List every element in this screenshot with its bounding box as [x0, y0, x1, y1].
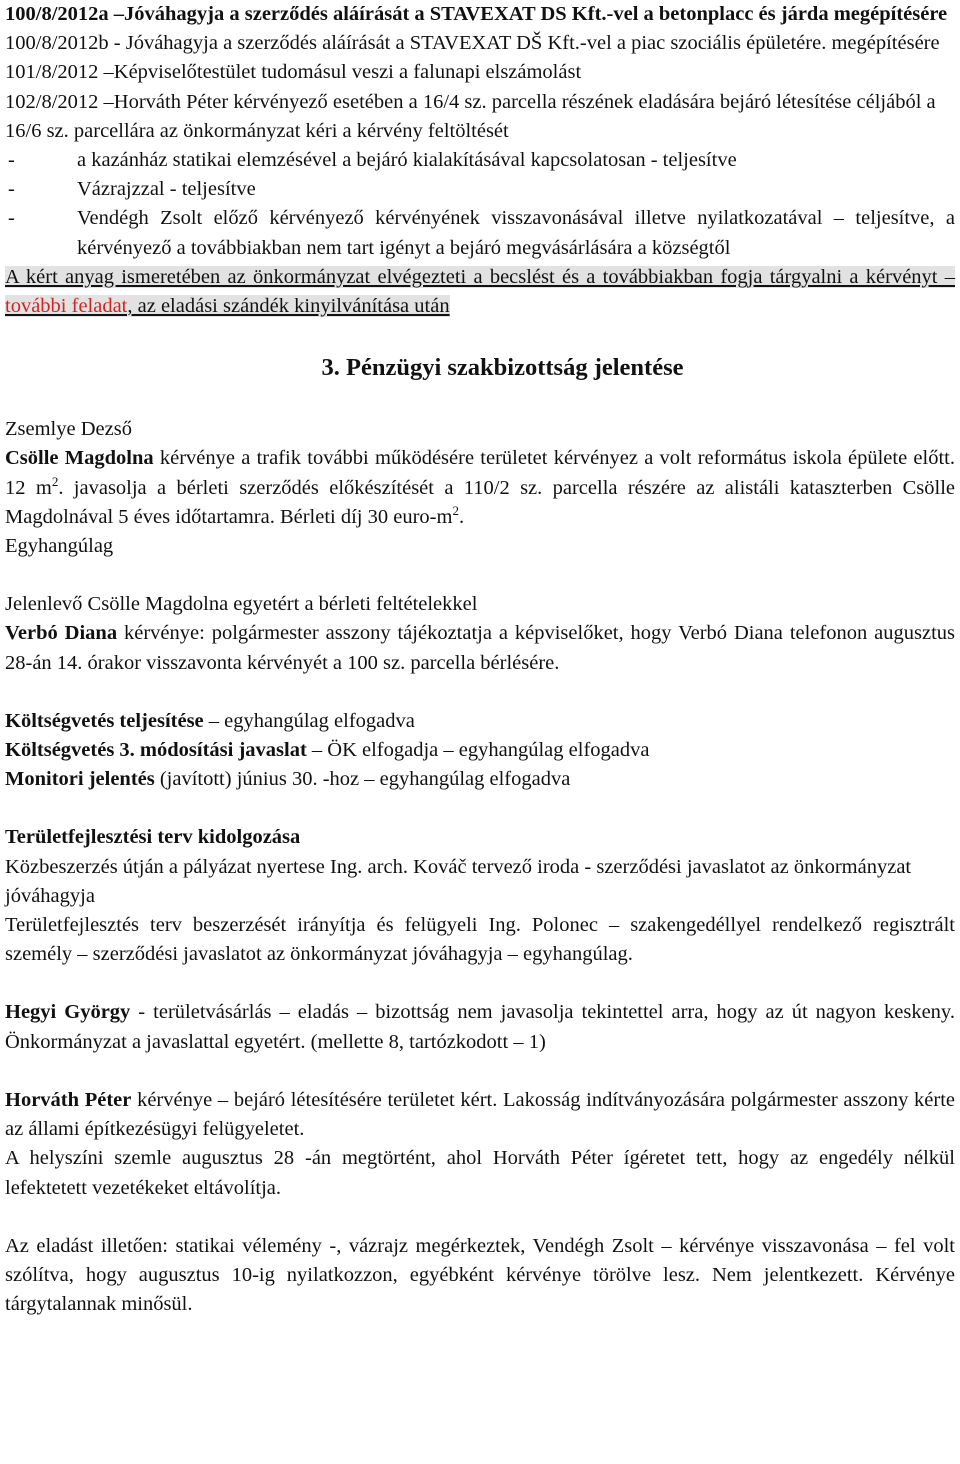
budget-item-title: Költségvetés 3. módosítási javaslat [5, 739, 307, 762]
request-verbo [5, 619, 955, 677]
resolution-100b: 100/8/2012b - Jóváhagyja a szerződés aláírását a STAVEXAT DŠ Kft.-vel a piac szociális épületére. megépítésére [5, 32, 940, 55]
resolution-101: 101/8/2012 –Képviselőtestület tudomásul veszi a falunapi elszámolást [5, 61, 582, 84]
request-text: - területvásárlás – eladás – bizottság nem javasolja tekintettel arra, hogy az út nagyon keskeny. Önkormányzat a javaslattal egyetért. (mellette 8, tartózkodott – 1) [5, 1001, 955, 1053]
agreement-line: Jelenlevő Csölle Magdolna egyetért a bérleti feltételekkel [5, 593, 478, 616]
applicant-name: Csölle Magdolna [5, 447, 154, 470]
condition-text: Vázrajzzal - teljesítve [77, 178, 256, 201]
applicant-name: Verbó Diana [5, 622, 118, 645]
plan-title: Területfejlesztési terv kidolgozása [5, 826, 301, 849]
plan-paragraph: Területfejlesztés terv beszerzését irányítja és felügyeli Ing. Polonec – szakengedéllyel rendelkező regisztrált személy – szerződési javaslatot az önkormányzat jóváhagyja – egyhangúlag. [5, 914, 955, 966]
budget-item [5, 765, 955, 794]
condition-text: a kazánház statikai elemzésével a bejáró kialakításával kapcsolatosan - teljesítve [77, 149, 737, 172]
applicant-name: Hegyi György [5, 1001, 131, 1024]
budget-item-text: – egyhangúlag elfogadva [203, 709, 415, 732]
decision-highlight-red: további feladat [5, 295, 128, 318]
condition-item [5, 204, 955, 262]
decision-text-b: , az eladási szándék kinyilvánítása után [127, 295, 450, 318]
budget-item-text: (javított) június 30. -hoz – egyhangúlag elfogadva [154, 768, 571, 791]
condition-list [5, 146, 955, 263]
superscript: 2 [51, 473, 59, 489]
condition-text: Vendégh Zsolt előző kérvényező kérvényének visszavonásával illetve nyilatkozatával – teljesítve, a kérvényező a továbbiakban nem tart igényt a bejáró megvásárlására a községtől [77, 207, 955, 259]
budget-item-title: Monitori jelentés [5, 768, 155, 791]
resolution-102: 102/8/2012 –Horváth Péter kérvényező esetében a 16/4 sz. parcella részének eladására bejáró létesítése céljából a 16/6 sz. parcellára az önkormányzat kéri a kérvény feltöltését [5, 90, 936, 142]
applicant-name: Horváth Péter [5, 1088, 132, 1111]
request-text: kérvénye a trafik további működésére területet kérvényez a volt református iskola épülete előtt. 12 m [5, 447, 955, 499]
sale-paragraph: Az eladást illetően: statikai vélemény -, vázrajz megérkeztek, Vendégh Zsolt – kérvénye visszavonása – fel volt szólítva, hogy augusztus 10-ig nyilatkozzon, egyébként kérvénye törölve lesz. Nem jelentkezett. Kérvénye tárgytalannak minősül. [5, 1234, 955, 1316]
decision-text-a: A kért anyag ismeretében az önkormányzat elvégezteti a becslést és a továbbiakban fogja tárgyalni a kérvényt – [5, 265, 955, 288]
request-csolle [5, 444, 955, 532]
list-dash: - [8, 207, 15, 230]
request-hegyi [5, 998, 955, 1056]
request-text: . javasolja a bérleti szerződés előkészítését a 110/2 sz. parcella részére az alistáli kataszterben Csölle Magdolnával 5 éves időtartamra. Bérleti díj 30 euro-m [5, 476, 955, 528]
plan-paragraph: Közbeszerzés útján a pályázat nyertese Ing. arch. Kováč tervező iroda - szerződési javaslatot az önkormányzat jóváhagyja [5, 855, 912, 907]
condition-item [5, 175, 955, 204]
inspection-paragraph: A helyszíni szemle augusztus 28 -án megtörtént, ahol Horváth Péter ígéretet tett, hogy az engedély nélkül lefektetett vezetékeket eltávolítja. [5, 1147, 955, 1199]
budget-item-title: Költségvetés teljesítése [5, 709, 204, 732]
resolution-100a: 100/8/2012a –Jóváhagyja a szerződés aláírását a STAVEXAT DS Kft.-vel a betonplacc és járda megépítésére [5, 3, 948, 25]
superscript: 2 [452, 502, 459, 518]
budget-item [5, 707, 955, 736]
vote-result: Egyhangúlag [5, 535, 114, 558]
request-text: . [458, 505, 465, 528]
section-heading: 3. Pénzügyi szakbizottság jelentése [321, 354, 684, 382]
list-dash: - [8, 149, 15, 172]
decision-paragraph [5, 263, 955, 321]
condition-item [5, 146, 955, 175]
request-text: kérvénye – bejáró létesítésére területet kért. Lakosság indítványozására polgármester asszony kérte az állami építkezésügyi felügyeletet. [5, 1088, 955, 1141]
request-horvath [5, 1086, 955, 1144]
document-page [5, 0, 955, 1319]
member-name: Zsemlye Dezső [5, 418, 132, 441]
list-dash: - [8, 178, 15, 201]
request-text: kérvénye: polgármester asszony tájékoztatja a képviselőket, hogy Verbó Diana telefonon augusztus 28-án 14. órakor visszavonta kérvényét a 100 sz. parcella bérlésére. [5, 622, 955, 674]
budget-item [5, 736, 955, 765]
budget-item-text: – ÖK elfogadja – egyhangúlag elfogadva [306, 739, 650, 762]
